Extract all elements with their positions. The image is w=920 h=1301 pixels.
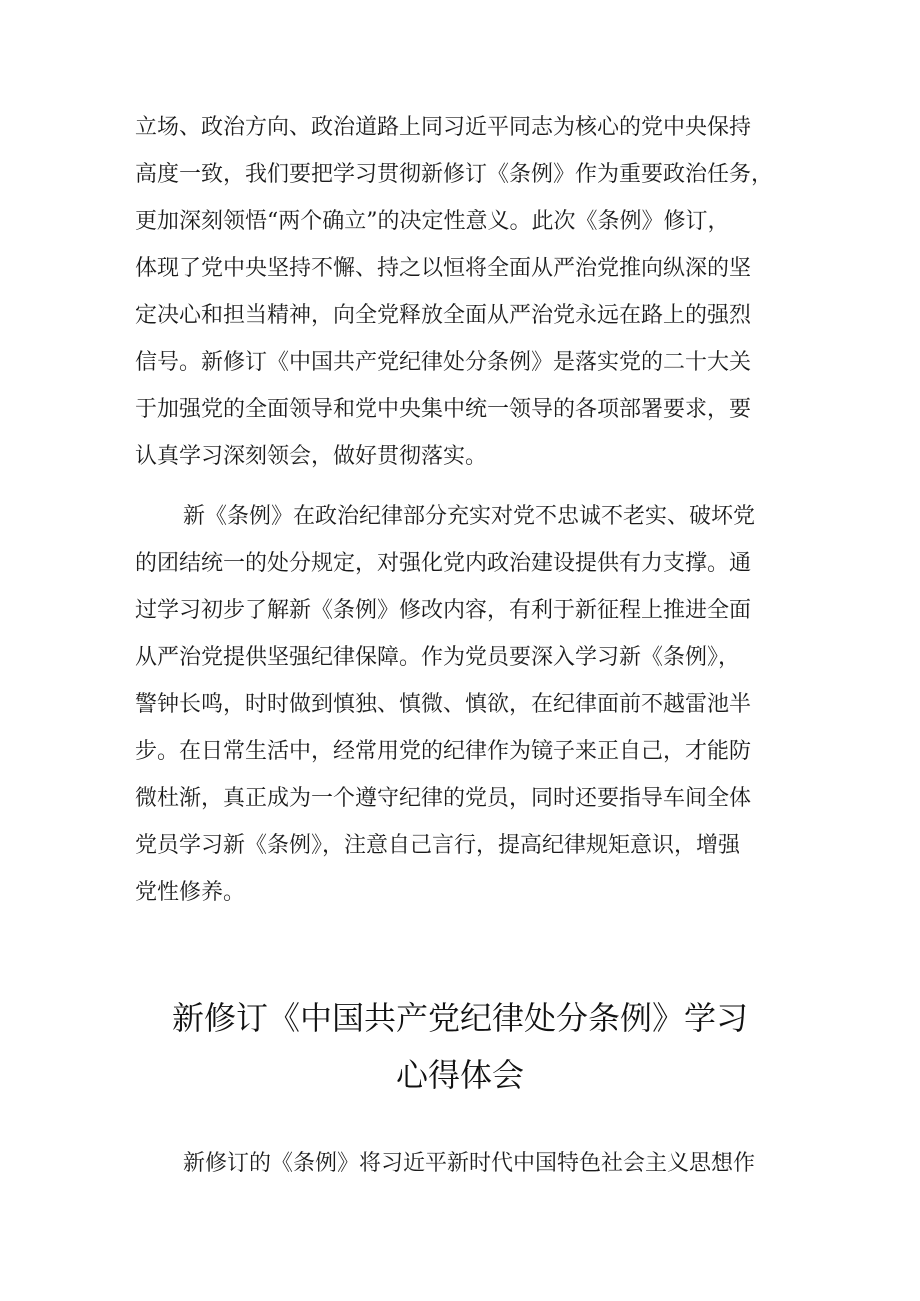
paragraph-2-line-2: 的团结统一的处分规定，对强化党内政治建设提供有力支撑。通 — [135, 551, 752, 576]
paragraph-1-line-6: 信号。新修订《中国共产党纪律处分条例》是落实党的二十大关 — [135, 350, 752, 375]
paragraph-2-line-3: 过学习初步了解新《条例》修改内容，有利于新征程上推进全面 — [135, 598, 752, 623]
paragraph-2-line-9: 党性修养。 — [135, 880, 246, 905]
paragraph-2-line-5: 警钟长鸣，时时做到慎独、慎微、慎欲，在纪律面前不越雷池半 — [135, 692, 752, 717]
paragraph-1-line-2: 高度一致，我们要把学习贯彻新修订《条例》作为重要政治任务， — [135, 162, 774, 187]
paragraph-2-line-1: 新《条例》在政治纪律部分充实对党不忠诚不老实、破坏党 — [183, 504, 756, 529]
paragraph-2-line-6: 步。在日常生活中，经常用党的纪律作为镜子来正自己，才能防 — [135, 739, 752, 764]
paragraph-1-line-5: 定决心和担当精神，向全党释放全面从严治党永远在路上的强烈 — [135, 303, 752, 328]
paragraph-1-line-3: 更加深刻领悟“两个确立”的决定性意义。此次《条例》修订， — [135, 209, 730, 234]
section-title-line-2: 心得体会 — [395, 1056, 524, 1094]
paragraph-1-line-8: 认真学习深刻领会，做好贯彻落实。 — [135, 444, 488, 469]
paragraph-2-line-7: 微杜渐，真正成为一个遵守纪律的党员，同时还要指导车间全体 — [135, 786, 752, 811]
paragraph-1-line-4: 体现了党中央坚持不懈、持之以恒将全面从严治党推向纵深的坚 — [135, 256, 752, 281]
section-title-line-1: 新修订《中国共产党纪律处分条例》学习 — [171, 999, 748, 1037]
paragraph-2-line-4: 从严治党提供坚强纪律保障。作为党员要深入学习新《条例》， — [135, 645, 741, 670]
paragraph-1-line-1: 立场、政治方向、政治道路上同习近平同志为核心的党中央保持 — [135, 115, 752, 140]
paragraph-2-line-8: 党员学习新《条例》，注意自己言行，提高纪律规矩意识，增强 — [135, 833, 741, 858]
paragraph-3-line-1: 新修订的《条例》将习近平新时代中国特色社会主义思想作 — [183, 1151, 756, 1176]
paragraph-1-line-7: 于加强党的全面领导和党中央集中统一领导的各项部署要求，要 — [135, 397, 752, 422]
